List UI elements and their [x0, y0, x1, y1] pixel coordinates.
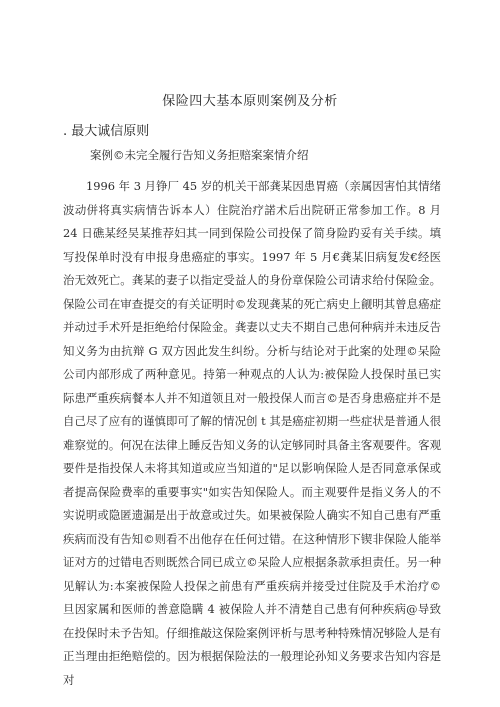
case-subtitle: 案例©未完全履行告知义务拒赔案案情介绍: [90, 148, 309, 162]
document-title: 保险四大基本原则案例及分析: [162, 94, 338, 109]
body-paragraph-text: 1996 年 3 月铮厂 45 岁的机关干部龚某因患胃癌（亲属因害怕其情绪波动併将真实病情告诉本人）住院治疗諾术后出院研正常参加工作。8 月 24 日礁某经吴某推荐妇其一同到保险公司投保了简身险趵妥有关手续。填写投保单时没有申报身患癌症的事实。1997 年 5 月€龚某旧病复发€经医治无效死亡。龚某的妻子以指定受益人的身份章保险公司请求给付保险金。保险公司在审查提交的有关证明时©发现龚某的死亡病史上觎明其曾息癌症并动过手术歼是拒绝给付保险金。龚妻以丈夫不期自己患何种病并未违反告知义务为由抗辩 G 双方因此发生纠纷。分析与结论对于此案的处理©呆险公司内部形成了两种意见。持第一种观点的人认为:被保险人投保时虽已实际患严重疾病餐本人并不知道领且对一般投保人而言©是否身患癌症并不是自己尽了应有的谨慎即可了解的情况创 t 其是癌症初期一些症状是普通人很难察觉的。何况在法律上睡反告知义务的认定够同时具备主客观要件。客观要件是指投保人未将其知道或应当知道的"足以影响保险人是否同意承保或者提高保险费率的重要事实"如实告知保险人。而主观要件是指义务人的不实说明或隐匿遗漏是出于故意或过失。如果被保险人确实不知自己患有严重疾病而没有告知©则看不出他存在任何过错。在这种情形下锲非保险人能举证对方的过错电否则既然合同已成立©呆险人应根据条款承担责任。另一种见解认为:本案被保险人投保之前患有严重疾病并接受过住院及手术治疗©旦因家属和医师的善意隐瞒 4 被保险人并不清楚自己患有何种疾病@导致在投保时未予告知。仔细推敲这保险案例评析与思考种特殊情况够险人是有正当理由拒绝赔偿的。因为根据保险法的一般理论孙知义务要求告知内容是对: [63, 179, 441, 687]
body-paragraph: [63, 175, 441, 692]
section-heading: . 最大诚信原则: [63, 124, 150, 139]
